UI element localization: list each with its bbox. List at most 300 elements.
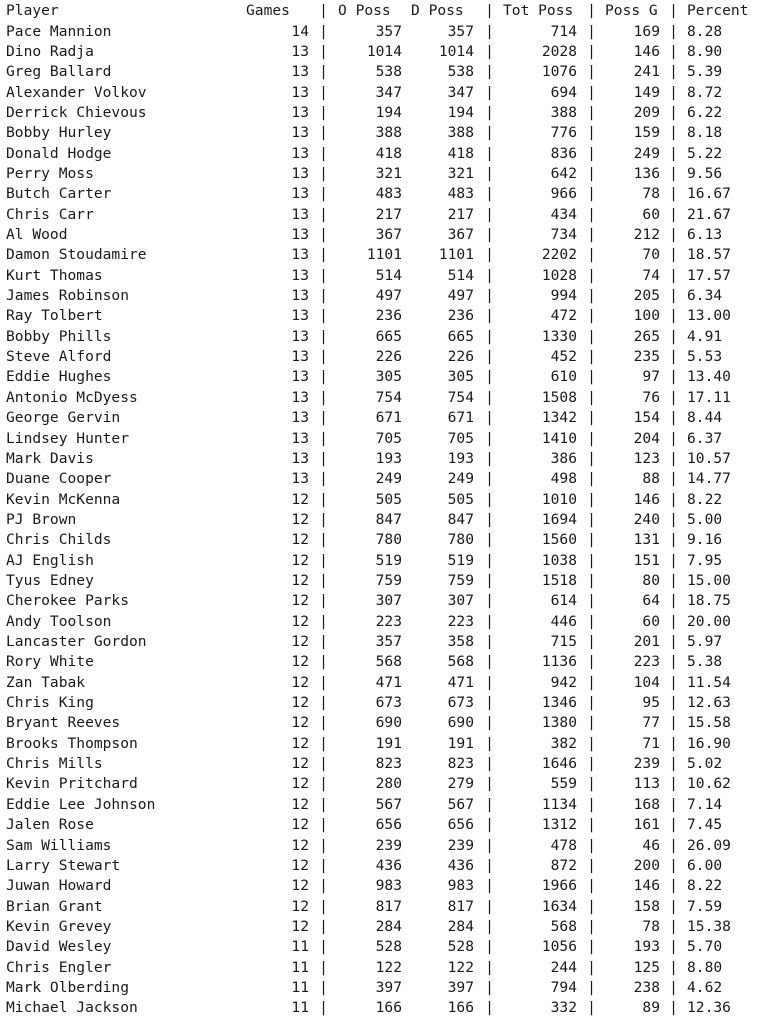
player-cell: George Gervin: [6, 409, 121, 427]
column-separator: |: [587, 633, 596, 650]
percent-cell: 21.67: [687, 205, 731, 223]
player-cell: AJ English: [6, 551, 94, 569]
percent-cell: 7.45: [687, 816, 723, 834]
column-separator: |: [485, 124, 494, 142]
games-cell: 12: [291, 653, 309, 671]
d-poss-cell: 436: [447, 856, 474, 874]
poss-g-cell: 238: [633, 978, 660, 996]
percent-cell: 20.00: [687, 612, 731, 630]
percent-cell: 10.62: [687, 775, 731, 793]
column-separator: |: [587, 510, 596, 528]
percent-cell: 8.28: [687, 22, 723, 40]
table-row: [0, 917, 757, 937]
tot-poss-cell: 1694: [541, 510, 577, 528]
table-row: [0, 306, 757, 326]
games-cell: 13: [291, 246, 309, 264]
poss-g-cell: 78: [642, 917, 660, 935]
column-separator: |: [319, 42, 328, 60]
percent-cell: 17.57: [687, 266, 731, 284]
poss-g-cell: 205: [633, 287, 660, 305]
column-separator: |: [485, 246, 494, 264]
column-separator: |: [587, 755, 596, 773]
o-poss-cell: 538: [375, 63, 402, 81]
games-cell: 13: [291, 470, 309, 488]
percent-cell: 8.72: [687, 83, 723, 101]
tot-poss-cell: 734: [550, 226, 577, 243]
column-separator: |: [485, 999, 494, 1017]
column-separator: |: [319, 633, 328, 650]
column-separator: |: [669, 83, 678, 101]
o-poss-cell: 754: [375, 388, 402, 406]
d-poss-cell: 754: [447, 388, 474, 406]
poss-g-cell: 265: [633, 327, 660, 345]
tot-poss-cell: 452: [550, 348, 577, 366]
poss-g-cell: 100: [633, 307, 660, 325]
d-poss-cell: 357: [447, 22, 474, 40]
column-separator: |: [669, 246, 678, 264]
o-poss-cell: 497: [375, 287, 402, 305]
column-separator: |: [319, 571, 328, 589]
d-poss-cell: 347: [447, 83, 474, 101]
column-separator: |: [319, 958, 328, 976]
percent-cell: 8.44: [687, 409, 723, 427]
column-separator: |: [485, 755, 494, 773]
column-separator: |: [587, 266, 596, 284]
poss-g-cell: 77: [642, 714, 660, 732]
player-cell: Perry Moss: [6, 164, 94, 182]
player-cell: Kevin McKenna: [6, 490, 121, 508]
column-separator: |: [485, 938, 494, 956]
player-cell: Rory White: [6, 653, 94, 671]
column-separator: |: [485, 103, 494, 121]
o-poss-cell: 367: [375, 226, 402, 243]
header-d-poss: D Poss: [411, 2, 464, 19]
column-separator: |: [319, 673, 328, 691]
percent-cell: 12.36: [687, 999, 731, 1017]
tot-poss-cell: 1312: [541, 816, 577, 834]
player-cell: Alexander Volkov: [6, 83, 147, 101]
d-poss-cell: 239: [447, 836, 474, 854]
o-poss-cell: 514: [375, 266, 402, 284]
column-separator: |: [485, 917, 494, 935]
column-separator: |: [319, 856, 328, 874]
table-row: [0, 245, 757, 265]
column-separator: |: [669, 2, 678, 19]
o-poss-cell: 665: [375, 327, 402, 345]
player-cell: Chris Childs: [6, 531, 112, 549]
table-row: [0, 713, 757, 733]
table-row: [0, 388, 757, 408]
column-separator: |: [485, 490, 494, 508]
d-poss-cell: 528: [447, 938, 474, 956]
column-separator: |: [485, 531, 494, 549]
percent-cell: 7.14: [687, 795, 723, 813]
player-cell: Chris King: [6, 694, 94, 712]
games-cell: 12: [291, 775, 309, 793]
games-cell: 12: [291, 714, 309, 732]
column-separator: |: [485, 816, 494, 834]
tot-poss-cell: 1076: [541, 63, 577, 81]
player-cell: Michael Jackson: [6, 999, 138, 1017]
games-cell: 13: [291, 388, 309, 406]
column-separator: |: [319, 531, 328, 549]
tot-poss-cell: 836: [550, 144, 577, 162]
column-separator: |: [669, 266, 678, 284]
percent-cell: 6.00: [687, 856, 723, 874]
player-cell: Bryant Reeves: [6, 714, 121, 732]
tot-poss-cell: 478: [550, 836, 577, 854]
games-cell: 13: [291, 348, 309, 366]
games-cell: 12: [291, 856, 309, 874]
column-separator: |: [669, 877, 678, 895]
games-cell: 14: [291, 22, 309, 40]
percent-cell: 5.97: [687, 633, 723, 650]
tot-poss-cell: 568: [550, 917, 577, 935]
column-separator: |: [587, 2, 596, 19]
poss-g-cell: 78: [642, 185, 660, 203]
games-cell: 12: [291, 816, 309, 834]
o-poss-cell: 217: [375, 205, 402, 223]
games-cell: 12: [291, 694, 309, 712]
table-row: [0, 612, 757, 632]
column-separator: |: [669, 795, 678, 813]
column-separator: |: [669, 917, 678, 935]
column-separator: |: [319, 144, 328, 162]
o-poss-cell: 673: [375, 694, 402, 712]
player-cell: Zan Tabak: [6, 673, 86, 691]
table-row: [0, 754, 757, 774]
column-separator: |: [669, 551, 678, 569]
column-separator: |: [587, 287, 596, 305]
player-cell: Lindsey Hunter: [6, 429, 130, 447]
games-cell: 11: [291, 938, 309, 956]
o-poss-cell: 847: [375, 510, 402, 528]
percent-cell: 8.18: [687, 124, 723, 142]
percent-cell: 12.63: [687, 694, 731, 712]
table-row: [0, 347, 757, 367]
column-separator: |: [319, 795, 328, 813]
column-separator: |: [587, 592, 596, 610]
table-row: [0, 266, 757, 286]
d-poss-cell: 671: [447, 409, 474, 427]
column-separator: |: [669, 164, 678, 182]
tot-poss-cell: 715: [550, 633, 577, 650]
poss-g-cell: 201: [633, 633, 660, 650]
o-poss-cell: 656: [375, 816, 402, 834]
player-cell: Bobby Phills: [6, 327, 112, 345]
column-separator: |: [587, 938, 596, 956]
d-poss-cell: 519: [447, 551, 474, 569]
column-separator: |: [587, 185, 596, 203]
percent-cell: 8.90: [687, 42, 723, 60]
column-separator: |: [587, 694, 596, 712]
poss-g-cell: 60: [642, 612, 660, 630]
tot-poss-cell: 2202: [541, 246, 577, 264]
poss-g-cell: 212: [633, 226, 660, 243]
games-cell: 12: [291, 897, 309, 915]
table-row: [0, 876, 757, 896]
header-row: [0, 1, 757, 21]
percent-cell: 5.00: [687, 510, 723, 528]
column-separator: |: [319, 816, 328, 834]
d-poss-cell: 538: [447, 63, 474, 81]
o-poss-cell: 122: [375, 958, 402, 976]
column-separator: |: [669, 633, 678, 650]
percent-cell: 11.54: [687, 673, 731, 691]
column-separator: |: [485, 775, 494, 793]
table-row: [0, 551, 757, 571]
column-separator: |: [485, 470, 494, 488]
d-poss-cell: 279: [447, 775, 474, 793]
o-poss-cell: 690: [375, 714, 402, 732]
column-separator: |: [485, 205, 494, 223]
column-separator: |: [669, 958, 678, 976]
d-poss-cell: 194: [447, 103, 474, 121]
games-cell: 12: [291, 917, 309, 935]
column-separator: |: [669, 938, 678, 956]
poss-g-cell: 64: [642, 592, 660, 610]
table-row: [0, 286, 757, 306]
games-cell: 13: [291, 83, 309, 101]
poss-g-cell: 193: [633, 938, 660, 956]
percent-cell: 9.16: [687, 531, 723, 549]
d-poss-cell: 1014: [438, 42, 474, 60]
column-separator: |: [319, 368, 328, 386]
games-cell: 12: [291, 592, 309, 610]
tot-poss-cell: 776: [550, 124, 577, 142]
percent-cell: 13.40: [687, 368, 731, 386]
tot-poss-cell: 1056: [541, 938, 577, 956]
column-separator: |: [485, 409, 494, 427]
percent-cell: 5.39: [687, 63, 723, 81]
games-cell: 12: [291, 795, 309, 813]
o-poss-cell: 397: [375, 978, 402, 996]
column-separator: |: [319, 226, 328, 243]
player-cell: Cherokee Parks: [6, 592, 130, 610]
column-separator: |: [319, 164, 328, 182]
poss-g-cell: 209: [633, 103, 660, 121]
poss-g-cell: 95: [642, 694, 660, 712]
column-separator: |: [319, 999, 328, 1017]
column-separator: |: [587, 42, 596, 60]
tot-poss-cell: 642: [550, 164, 577, 182]
o-poss-cell: 307: [375, 592, 402, 610]
player-cell: Larry Stewart: [6, 856, 121, 874]
table-row: [0, 62, 757, 82]
o-poss-cell: 759: [375, 571, 402, 589]
column-separator: |: [485, 633, 494, 650]
column-separator: |: [587, 22, 596, 40]
column-separator: |: [485, 388, 494, 406]
d-poss-cell: 166: [447, 999, 474, 1017]
tot-poss-cell: 1038: [541, 551, 577, 569]
player-cell: Mark Davis: [6, 449, 94, 467]
column-separator: |: [669, 388, 678, 406]
column-separator: |: [669, 429, 678, 447]
o-poss-cell: 193: [375, 449, 402, 467]
column-separator: |: [587, 551, 596, 569]
column-separator: |: [587, 958, 596, 976]
header-o-poss: O Poss: [338, 2, 391, 19]
poss-g-cell: 125: [633, 958, 660, 976]
poss-g-cell: 146: [633, 877, 660, 895]
tot-poss-cell: 1518: [541, 571, 577, 589]
o-poss-cell: 436: [375, 856, 402, 874]
o-poss-cell: 166: [375, 999, 402, 1017]
games-cell: 13: [291, 327, 309, 345]
games-cell: 12: [291, 633, 309, 650]
games-cell: 12: [291, 490, 309, 508]
tot-poss-cell: 1010: [541, 490, 577, 508]
column-separator: |: [587, 856, 596, 874]
column-separator: |: [485, 653, 494, 671]
column-separator: |: [485, 185, 494, 203]
column-separator: |: [485, 83, 494, 101]
player-cell: Brooks Thompson: [6, 734, 138, 752]
column-separator: |: [669, 368, 678, 386]
column-separator: |: [587, 470, 596, 488]
column-separator: |: [485, 63, 494, 81]
column-separator: |: [485, 510, 494, 528]
poss-g-cell: 74: [642, 266, 660, 284]
d-poss-cell: 780: [447, 531, 474, 549]
d-poss-cell: 568: [447, 653, 474, 671]
table-row: [0, 998, 757, 1018]
player-cell: Duane Cooper: [6, 470, 112, 488]
o-poss-cell: 305: [375, 368, 402, 386]
poss-g-cell: 76: [642, 388, 660, 406]
o-poss-cell: 226: [375, 348, 402, 366]
tot-poss-cell: 498: [550, 470, 577, 488]
table-row: [0, 449, 757, 469]
games-cell: 12: [291, 755, 309, 773]
column-separator: |: [669, 571, 678, 589]
column-separator: |: [485, 592, 494, 610]
table-row: [0, 429, 757, 449]
player-cell: Kevin Pritchard: [6, 775, 138, 793]
table-row: [0, 205, 757, 225]
tot-poss-cell: 1330: [541, 327, 577, 345]
table-row: [0, 937, 757, 957]
column-separator: |: [587, 877, 596, 895]
table-row: [0, 164, 757, 184]
column-separator: |: [669, 63, 678, 81]
poss-g-cell: 146: [633, 490, 660, 508]
tot-poss-cell: 2028: [541, 42, 577, 60]
column-separator: |: [669, 510, 678, 528]
poss-g-cell: 70: [642, 246, 660, 264]
column-separator: |: [669, 124, 678, 142]
d-poss-cell: 505: [447, 490, 474, 508]
player-cell: Lancaster Gordon: [6, 633, 147, 650]
tot-poss-cell: 966: [550, 185, 577, 203]
d-poss-cell: 217: [447, 205, 474, 223]
table-row: [0, 571, 757, 591]
column-separator: |: [669, 734, 678, 752]
table-row: [0, 469, 757, 489]
tot-poss-cell: 714: [550, 22, 577, 40]
header-games: Games: [246, 2, 290, 19]
poss-g-cell: 168: [633, 795, 660, 813]
tot-poss-cell: 942: [550, 673, 577, 691]
player-cell: Ray Tolbert: [6, 307, 103, 325]
table-row: [0, 652, 757, 672]
column-separator: |: [669, 205, 678, 223]
player-cell: Brian Grant: [6, 897, 103, 915]
d-poss-cell: 1101: [438, 246, 474, 264]
column-separator: |: [587, 246, 596, 264]
poss-g-cell: 240: [633, 510, 660, 528]
tot-poss-cell: 244: [550, 958, 577, 976]
column-separator: |: [319, 694, 328, 712]
column-separator: |: [669, 653, 678, 671]
column-separator: |: [319, 348, 328, 366]
column-separator: |: [587, 836, 596, 854]
games-cell: 13: [291, 409, 309, 427]
percent-cell: 10.57: [687, 449, 731, 467]
o-poss-cell: 823: [375, 755, 402, 773]
poss-g-cell: 136: [633, 164, 660, 182]
percent-cell: 8.80: [687, 958, 723, 976]
column-separator: |: [587, 368, 596, 386]
player-cell: Butch Carter: [6, 185, 112, 203]
column-separator: |: [319, 938, 328, 956]
column-separator: |: [485, 551, 494, 569]
column-separator: |: [587, 144, 596, 162]
column-separator: |: [319, 449, 328, 467]
player-cell: Chris Mills: [6, 755, 103, 773]
column-separator: |: [669, 592, 678, 610]
player-cell: Greg Ballard: [6, 63, 112, 81]
header-tot-poss: Tot Poss: [503, 2, 574, 19]
d-poss-cell: 817: [447, 897, 474, 915]
o-poss-cell: 817: [375, 897, 402, 915]
column-separator: |: [319, 470, 328, 488]
column-separator: |: [669, 897, 678, 915]
player-cell: Bobby Hurley: [6, 124, 112, 142]
games-cell: 13: [291, 103, 309, 121]
games-cell: 11: [291, 999, 309, 1017]
tot-poss-cell: 386: [550, 449, 577, 467]
column-separator: |: [485, 897, 494, 915]
table-row: [0, 591, 757, 611]
table-row: [0, 958, 757, 978]
column-separator: |: [669, 144, 678, 162]
games-cell: 12: [291, 551, 309, 569]
column-separator: |: [319, 287, 328, 305]
tot-poss-cell: 614: [550, 592, 577, 610]
column-separator: |: [669, 714, 678, 732]
table-row: [0, 795, 757, 815]
player-cell: Jalen Rose: [6, 816, 94, 834]
o-poss-cell: 321: [375, 164, 402, 182]
tot-poss-cell: 1342: [541, 409, 577, 427]
column-separator: |: [485, 856, 494, 874]
column-separator: |: [485, 348, 494, 366]
column-separator: |: [485, 978, 494, 996]
player-cell: James Robinson: [6, 287, 130, 305]
column-separator: |: [319, 592, 328, 610]
column-separator: |: [587, 714, 596, 732]
column-separator: |: [669, 185, 678, 203]
column-separator: |: [669, 42, 678, 60]
player-cell: Eddie Lee Johnson: [6, 795, 156, 813]
poss-g-cell: 113: [633, 775, 660, 793]
o-poss-cell: 1014: [366, 42, 402, 60]
table-row: [0, 734, 757, 754]
poss-g-cell: 149: [633, 83, 660, 101]
poss-g-cell: 241: [633, 63, 660, 81]
